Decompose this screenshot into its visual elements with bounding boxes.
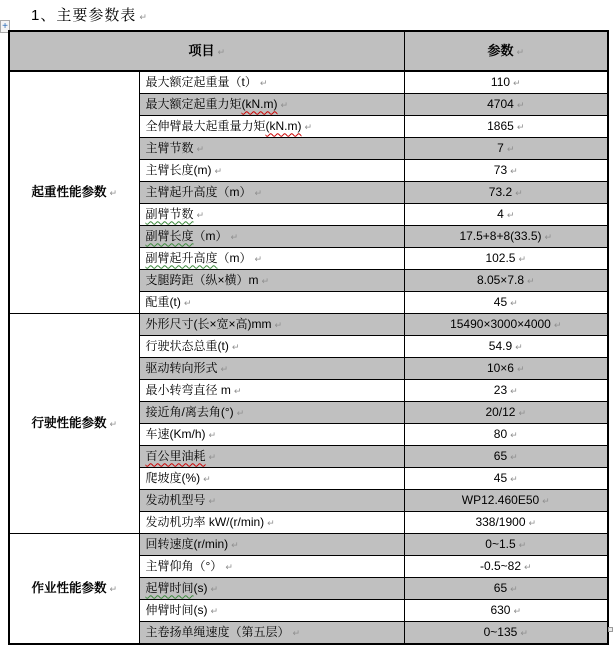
item-cell[interactable]: 驱动转向形式 ↵: [139, 358, 404, 380]
item-cell[interactable]: 副臂起升高度（m） ↵: [139, 248, 404, 270]
item-cell[interactable]: 主臂长度(m) ↵: [139, 160, 404, 182]
end-of-cell-mark: ↵: [208, 452, 217, 463]
item-cell[interactable]: 回转速度(r/min) ↵: [139, 534, 404, 556]
end-of-cell-mark: ↵: [225, 562, 233, 573]
end-of-cell-mark: ↵: [280, 100, 289, 111]
end-of-cell-mark: ↵: [516, 47, 525, 58]
group-cell[interactable]: 作业性能参数 ↵: [9, 534, 139, 645]
end-of-cell-mark: ↵: [520, 628, 528, 639]
end-of-cell-mark: ↵: [259, 78, 268, 89]
end-of-cell-mark: ↵: [230, 232, 239, 243]
value-cell[interactable]: 0~1.5 ↵: [404, 534, 608, 556]
table-row: [9, 534, 608, 556]
item-cell[interactable]: [139, 204, 404, 226]
end-of-cell-mark: ↵: [528, 518, 537, 529]
end-of-cell-mark: ↵: [518, 254, 527, 265]
value-cell[interactable]: 23 ↵: [404, 380, 608, 402]
table-row: [9, 314, 608, 336]
end-of-cell-mark: ↵: [510, 474, 518, 485]
item-cell[interactable]: 车速(Km/h) ↵: [139, 424, 404, 446]
end-of-cell-mark: ↵: [254, 254, 263, 265]
end-of-cell-mark: ↵: [208, 496, 217, 507]
end-of-cell-mark: ↵: [196, 144, 205, 155]
item-cell[interactable]: 最大额定起重量（t） ↵: [139, 71, 404, 94]
end-of-cell-mark: ↵: [109, 188, 118, 199]
spellcheck-flagged-text: (kN.m): [265, 118, 302, 133]
end-of-cell-mark: ↵: [513, 606, 522, 617]
end-of-cell-mark: ↵: [510, 166, 518, 177]
end-of-cell-mark: ↵: [210, 606, 219, 617]
spellcheck-flagged-text: 副臂节数: [145, 206, 194, 221]
item-cell[interactable]: 伸臂时间(s) ↵: [139, 600, 404, 622]
end-of-cell-mark: ↵: [208, 430, 217, 441]
item-cell[interactable]: 行驶状态总重(t) ↵: [139, 336, 404, 358]
end-of-cell-mark: ↵: [510, 452, 518, 463]
end-of-cell-mark: ↵: [510, 298, 518, 309]
group-cell[interactable]: 行驶性能参数 ↵: [9, 314, 139, 534]
header-cell-value[interactable]: [404, 31, 608, 71]
table-resize-handle[interactable]: [608, 627, 613, 632]
end-of-cell-mark: ↵: [506, 144, 515, 155]
spellcheck-flagged-text: 副臂长度: [145, 228, 194, 243]
spellcheck-flagged-text: 百公里油耗: [145, 448, 206, 463]
value-cell[interactable]: 15490×3000×4000 ↵: [404, 314, 608, 336]
item-cell[interactable]: 接近角/离去角(°) ↵: [139, 402, 404, 424]
end-of-cell-mark: ↵: [261, 276, 270, 287]
item-cell[interactable]: 发动机型号 ↵: [139, 490, 404, 512]
value-cell[interactable]: 20/12 ↵: [404, 402, 608, 424]
item-cell[interactable]: 配重(t) ↵: [139, 292, 404, 314]
end-of-cell-mark: ↵: [292, 628, 301, 639]
value-cell[interactable]: 73.2 ↵: [404, 182, 608, 204]
value-cell[interactable]: WP12.460E50 ↵: [404, 490, 608, 512]
end-of-cell-mark: ↵: [109, 419, 118, 430]
value-cell[interactable]: 0~135 ↵: [404, 622, 608, 645]
table-row: [9, 71, 608, 94]
value-cell[interactable]: 110 ↵: [404, 71, 608, 94]
value-cell[interactable]: 8.05×7.8 ↵: [404, 270, 608, 292]
header-row: [9, 31, 608, 71]
item-cell[interactable]: 主臂仰角（°） ↵: [139, 556, 404, 578]
spellcheck-flagged-text: 起臂时间: [145, 580, 194, 595]
value-cell[interactable]: 45 ↵: [404, 292, 608, 314]
end-of-cell-mark: ↵: [515, 342, 523, 353]
item-cell[interactable]: 支腿跨距（纵×横）m ↵: [139, 270, 404, 292]
header-item-label: 项目: [188, 42, 215, 58]
table-body: [9, 71, 608, 644]
item-cell[interactable]: 爬坡度(%) ↵: [139, 468, 404, 490]
value-cell[interactable]: 4704 ↵: [404, 94, 608, 116]
end-of-cell-mark: ↵: [553, 320, 562, 331]
value-cell[interactable]: 7 ↵: [404, 138, 608, 160]
end-of-cell-mark: ↵: [183, 298, 192, 309]
page-title-text: 1、主要参数表: [31, 7, 137, 24]
end-of-cell-mark: ↵: [214, 166, 223, 177]
end-of-cell-mark: ↵: [210, 584, 219, 595]
end-of-cell-mark: ↵: [274, 320, 283, 331]
end-of-cell-mark: ↵: [267, 518, 275, 529]
item-cell[interactable]: 最大额定起重力矩(kN.m) ↵: [139, 94, 404, 116]
end-of-cell-mark: ↵: [506, 210, 515, 221]
value-cell[interactable]: 65 ↵: [404, 446, 608, 468]
value-cell[interactable]: 102.5 ↵: [404, 248, 608, 270]
item-cell[interactable]: 主臂起升高度（m） ↵: [139, 182, 404, 204]
paragraph-mark: ↵: [139, 13, 148, 23]
end-of-cell-mark: ↵: [544, 232, 553, 243]
end-of-cell-mark: ↵: [196, 210, 205, 221]
end-of-cell-mark: ↵: [516, 364, 525, 375]
item-cell[interactable]: 起臂时间(s) ↵: [139, 578, 404, 600]
end-of-cell-mark: ↵: [527, 276, 535, 287]
end-of-cell-mark: ↵: [217, 47, 226, 58]
plus-icon: +: [2, 21, 8, 32]
end-of-cell-mark: ↵: [542, 496, 550, 507]
end-of-cell-mark: ↵: [254, 188, 263, 199]
item-cell[interactable]: 主臂节数 ↵: [139, 138, 404, 160]
value-cell[interactable]: 4 ↵: [404, 204, 608, 226]
end-of-cell-mark: ↵: [516, 122, 525, 133]
item-cell[interactable]: 全伸臂最大起重量力矩(kN.m) ↵: [139, 116, 404, 138]
header-value-label: 参数: [487, 42, 514, 58]
end-of-cell-mark: ↵: [510, 386, 518, 397]
header-cell-item[interactable]: [9, 31, 404, 71]
value-cell[interactable]: 17.5+8+8(33.5) ↵: [404, 226, 608, 248]
end-of-cell-mark: ↵: [515, 188, 523, 199]
item-cell[interactable]: 主卷扬单绳速度（第五层） ↵: [139, 622, 404, 645]
value-cell[interactable]: 1865 ↵: [404, 116, 608, 138]
page-title[interactable]: [31, 4, 148, 25]
item-cell[interactable]: 副臂长度（m） ↵: [139, 226, 404, 248]
value-cell[interactable]: 630 ↵: [404, 600, 608, 622]
end-of-cell-mark: ↵: [109, 584, 118, 595]
end-of-cell-mark: ↵: [516, 100, 525, 111]
value-cell[interactable]: 45 ↵: [404, 468, 608, 490]
value-cell[interactable]: 10×6 ↵: [404, 358, 608, 380]
end-of-cell-mark: ↵: [231, 540, 239, 551]
end-of-cell-mark: ↵: [510, 430, 518, 441]
parameters-table: [8, 30, 609, 645]
item-cell[interactable]: 最小转弯直径 m ↵: [139, 380, 404, 402]
group-cell[interactable]: 起重性能参数 ↵: [9, 71, 139, 314]
item-cell[interactable]: [139, 446, 404, 468]
end-of-cell-mark: ↵: [510, 584, 518, 595]
value-cell[interactable]: 338/1900 ↵: [404, 512, 608, 534]
spellcheck-flagged-text: (kN.m): [241, 96, 278, 111]
end-of-cell-mark: ↵: [518, 540, 527, 551]
spellcheck-flagged-text: 副臂起升高度: [145, 250, 218, 265]
end-of-cell-mark: ↵: [524, 562, 532, 573]
end-of-cell-mark: ↵: [231, 342, 240, 353]
end-of-cell-mark: ↵: [304, 122, 313, 133]
value-cell[interactable]: 54.9 ↵: [404, 336, 608, 358]
end-of-cell-mark: ↵: [233, 386, 242, 397]
value-cell[interactable]: 65 ↵: [404, 578, 608, 600]
value-cell[interactable]: 73 ↵: [404, 160, 608, 182]
value-cell[interactable]: 80 ↵: [404, 424, 608, 446]
item-cell[interactable]: 外形尺寸(长×宽×高)mm ↵: [139, 314, 404, 336]
end-of-cell-mark: ↵: [518, 408, 527, 419]
end-of-cell-mark: ↵: [220, 364, 229, 375]
value-cell[interactable]: -0.5~82 ↵: [404, 556, 608, 578]
item-cell[interactable]: 发动机功率 kW/(r/min) ↵: [139, 512, 404, 534]
end-of-cell-mark: ↵: [513, 78, 521, 89]
end-of-cell-mark: ↵: [203, 474, 211, 485]
end-of-cell-mark: ↵: [236, 408, 245, 419]
